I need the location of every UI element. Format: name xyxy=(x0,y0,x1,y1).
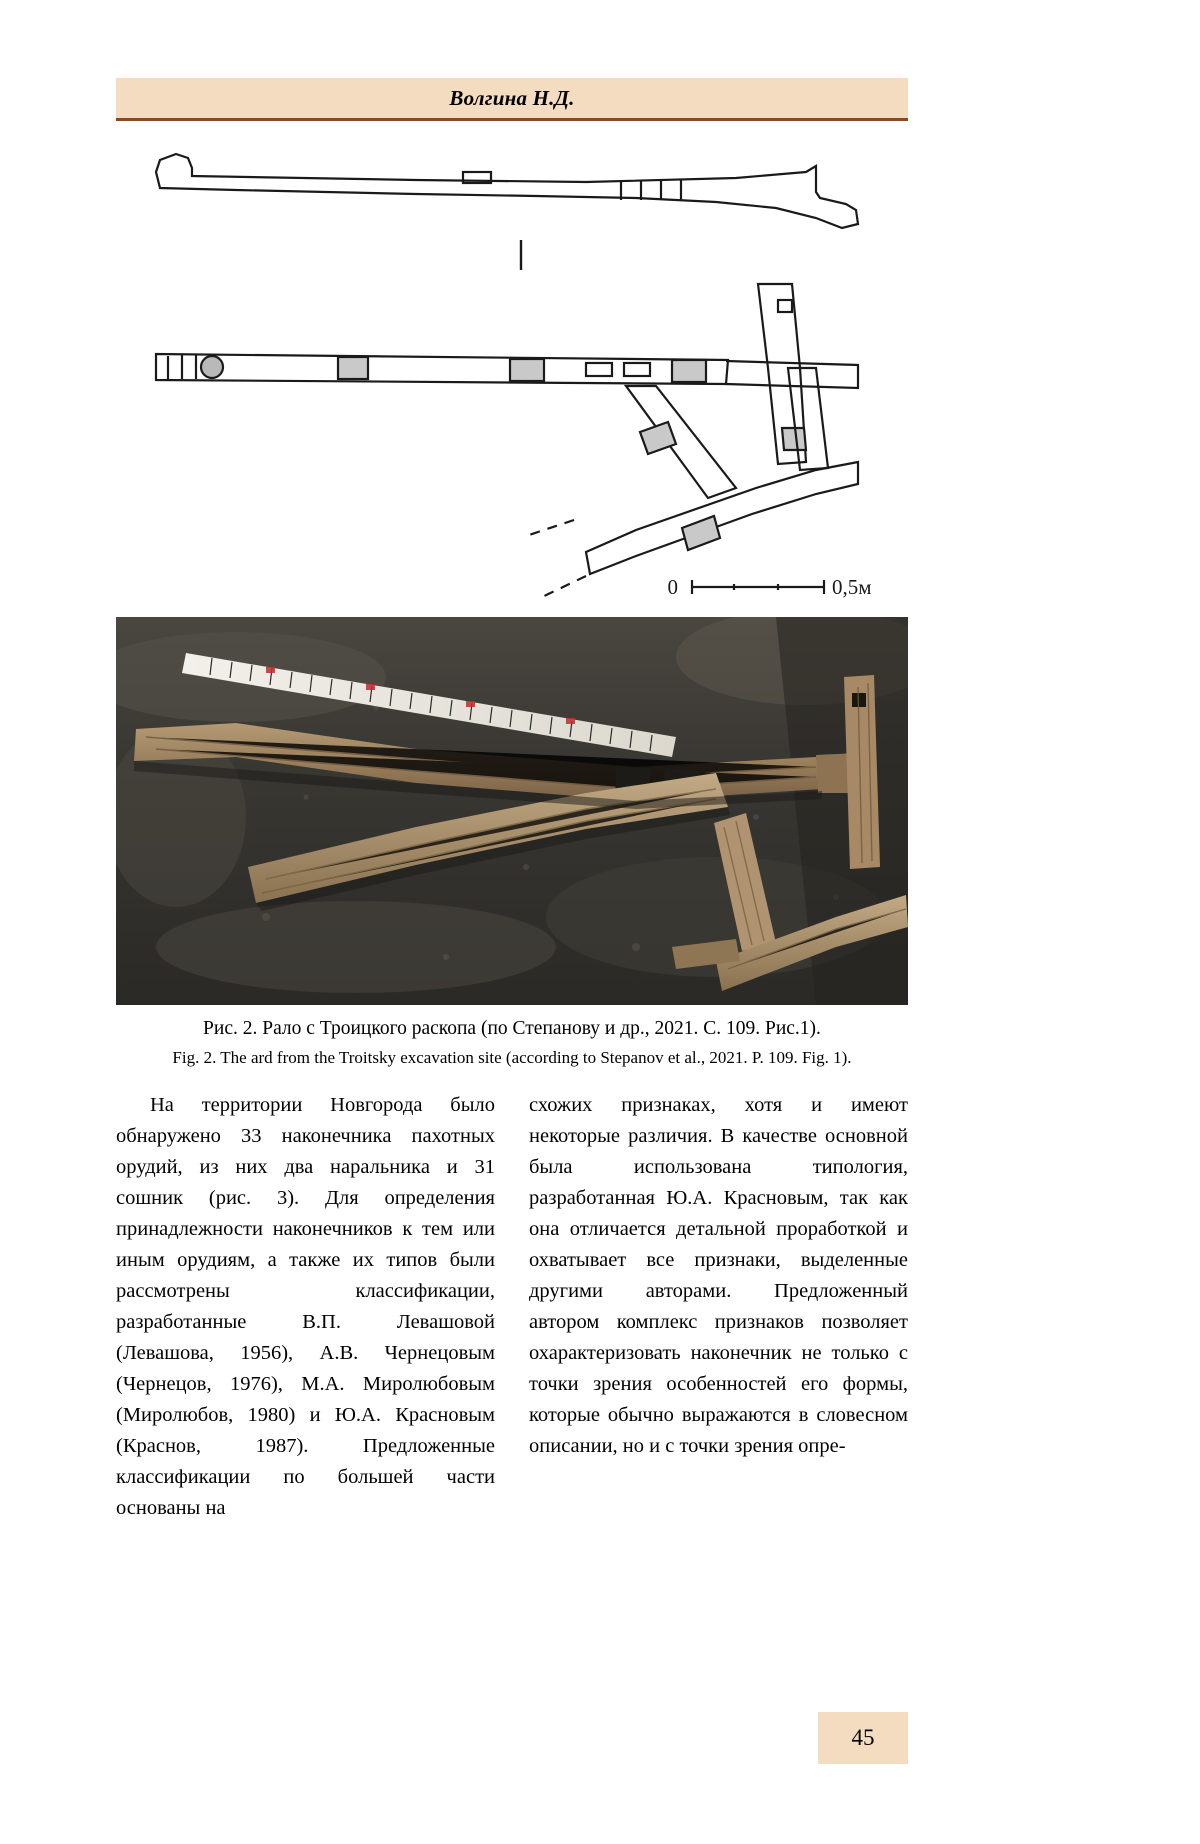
figure-photograph xyxy=(116,617,908,1005)
page-number: 45 xyxy=(851,1725,875,1750)
body-text xyxy=(116,1090,908,1524)
running-head-title: Волгина Н.Д. xyxy=(449,86,575,110)
body-column-left xyxy=(116,1090,495,1524)
figure-caption-english: Fig. 2. The ard from the Troitsky excavation site (according to Stepanov et al., 2021. P. 109. Fig. 1). xyxy=(172,1048,852,1067)
scale-label-right: 0,5м xyxy=(832,575,872,599)
body-column-right xyxy=(529,1090,908,1524)
scale-label-left: 0 xyxy=(667,575,678,599)
figure-line-drawing xyxy=(116,132,908,602)
header-divider xyxy=(116,118,908,121)
figure-caption-russian: Рис. 2. Рало с Троицкого раскопа (по Степанову и др., 2021. С. 109. Рис.1). xyxy=(203,1018,821,1039)
paragraph-right: схожих признаках, хотя и имеют некоторые различия. В качестве основной была использована типология, разработанная Ю.А. Красновым, так как она отличается детальной проработкой и охватывает все признаки, выделенные другими авторами. Предложенный автором комплекс признаков позволяет охарактеризовать наконечник не только с точки зрения особенностей его формы, которые обычно выражаются в словесном описании, но и с точки зрения опре- xyxy=(529,1094,908,1457)
paragraph-left: На территории Новгорода было обнаружено 33 наконечника пахотных орудий, из них два наральника и 31 сошник (рис. 3). Для определения принадлежности наконечников к тем или иным орудиям, а также их типов были рассмотрены классификации, разработанные В.П. Левашовой (Левашова, 1956), А.В. Чернецовым (Чернецов, 1976), М.А. Миролюбовым (Миролюбов, 1980) и Ю.А. Красновым (Краснов, 1987). Предложенные классификации по большей части основаны на xyxy=(116,1094,495,1519)
